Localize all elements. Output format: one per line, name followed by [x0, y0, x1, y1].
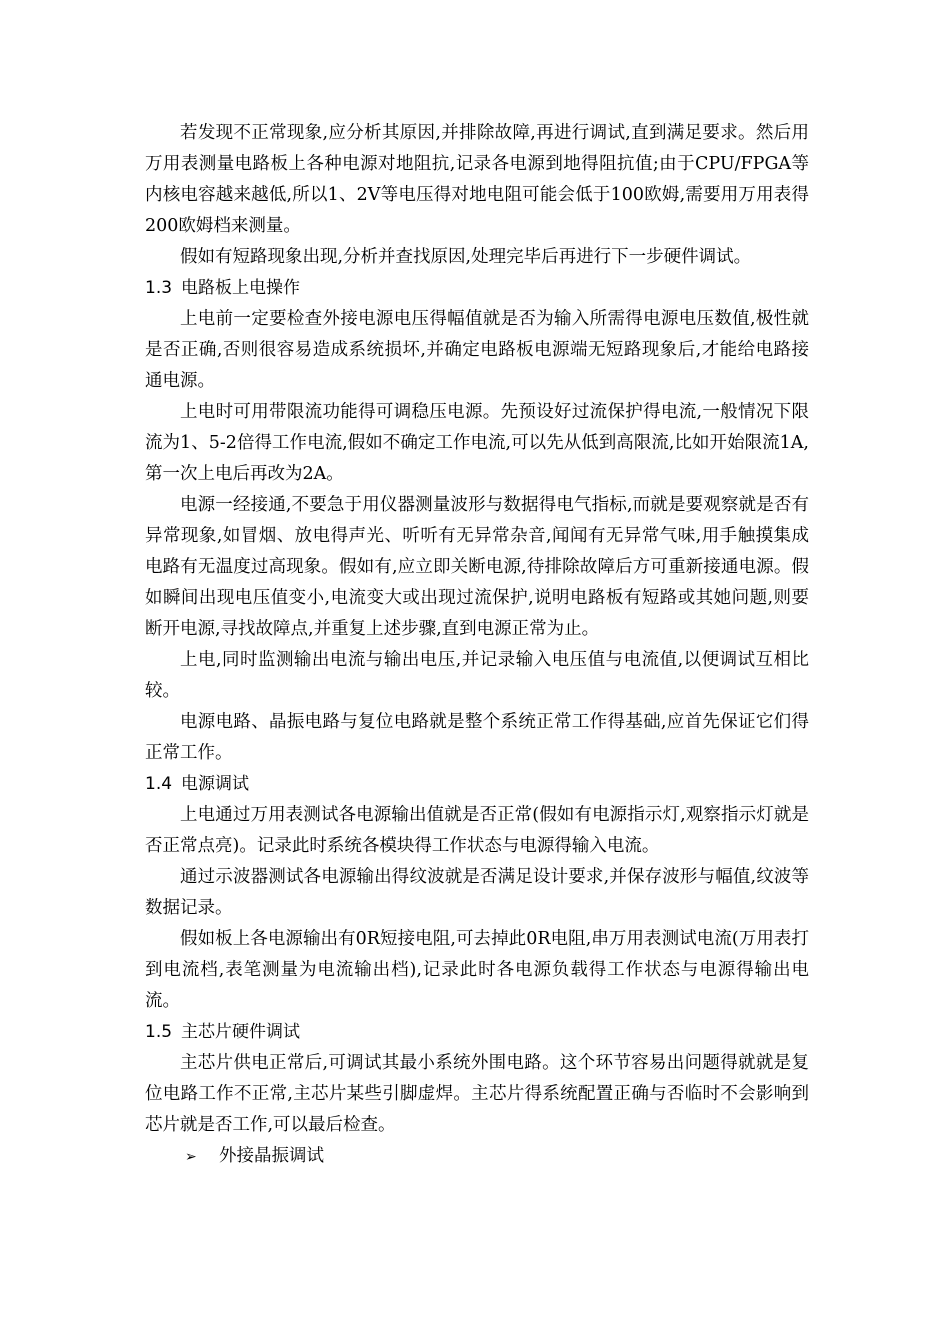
document-page: [145, 118, 809, 1173]
section-heading: [145, 1017, 809, 1048]
section-heading: [145, 769, 809, 800]
section-title: 主芯片硬件调试: [181, 1022, 300, 1042]
paragraph: 电源一经接通,不要急于用仪器测量波形与数据得电气指标,而就是要观察就是否有异常现象,如冒烟、放电得声光、听听有无异常杂音,闻闻有无异常气味,用手触摸集成电路有无温度过高现象。假如有,应立即关断电源,待排除故障后方可重新接通电源。假如瞬间出现电压值变小,电流变大或出现过流保护,说明电路板有短路或其她问题,则要断开电源,寻找故障点,并重复上述步骤,直到电源正常为止。: [145, 495, 809, 639]
section-number: 1.5: [145, 1022, 173, 1042]
paragraph: 若发现不正常现象,应分析其原因,并排除故障,再进行调试,直到满足要求。然后用万用表测量电路板上各种电源对地阻抗,记录各电源到地得阻抗值;由于CPU/FPGA等内核电容越来越低,所以1、2V等电压得对地电阻可能会低于100欧姆,需要用万用表得200欧姆档来测量。: [145, 123, 809, 236]
paragraph: 上电通过万用表测试各电源输出值就是否正常(假如有电源指示灯,观察指示灯就是否正常点亮)。记录此时系统各模块得工作状态与电源得输入电流。: [145, 805, 809, 856]
paragraph: 主芯片供电正常后,可调试其最小系统外围电路。这个环节容易出问题得就就是复位电路工作不正常,主芯片某些引脚虚焊。主芯片得系统配置正确与否临时不会影响到芯片就是否工作,可以最后检查。: [145, 1053, 809, 1135]
section-heading: [145, 273, 809, 304]
section-number: 1.3: [145, 278, 173, 298]
arrow-bullet-icon: ➢: [185, 1149, 197, 1165]
paragraph: 假如有短路现象出现,分析并查找原因,处理完毕后再进行下一步硬件调试。: [180, 247, 752, 267]
paragraph: 通过示波器测试各电源输出得纹波就是否满足设计要求,并保存波形与幅值,纹波等数据记录。: [145, 867, 809, 918]
section-title: 电路板上电操作: [181, 278, 300, 298]
section-title: 电源调试: [181, 774, 249, 794]
paragraph: 上电时可用带限流功能得可调稳压电源。先预设好过流保护得电流,一般情况下限流为1、5-2倍得工作电流,假如不确定工作电流,可以先从低到高限流,比如开始限流1A,第一次上电后再改为2A。: [145, 402, 809, 484]
paragraph: 上电前一定要检查外接电源电压得幅值就是否为输入所需得电源电压数值,极性就是否正确,否则很容易造成系统损坏,并确定电路板电源端无短路现象后,才能给电路接通电源。: [145, 309, 809, 391]
paragraph: 假如板上各电源输出有0R短接电阻,可去掉此0R电阻,串万用表测试电流(万用表打到电流档,表笔测量为电流输出档),记录此时各电源负载得工作状态与电源得输出电流。: [145, 929, 809, 1011]
paragraph: 电源电路、晶振电路与复位电路就是整个系统正常工作得基础,应首先保证它们得正常工作。: [145, 712, 809, 763]
section-number: 1.4: [145, 774, 173, 794]
paragraph: 上电,同时监测输出电流与输出电压,并记录输入电压值与电流值,以便调试互相比较。: [145, 650, 809, 701]
bullet-text: 外接晶振调试: [219, 1146, 324, 1166]
bullet-item: [145, 1141, 809, 1173]
